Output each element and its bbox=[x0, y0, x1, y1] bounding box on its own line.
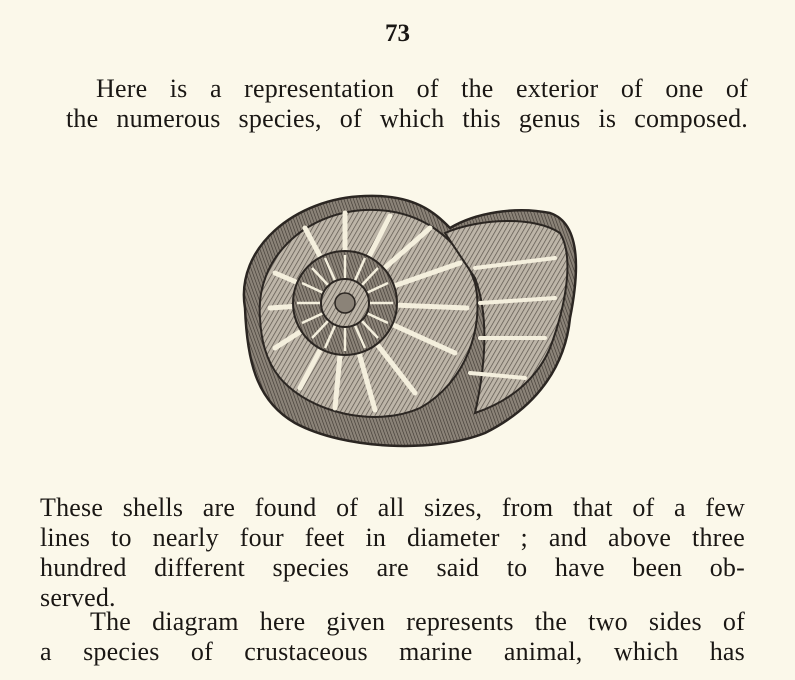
page-number: 73 bbox=[385, 20, 410, 47]
text-line: hundred different species are said to have been ob- bbox=[40, 553, 745, 582]
paragraph-sizes bbox=[40, 493, 745, 613]
ammonite-illustration bbox=[215, 188, 590, 458]
text-line: a species of crustaceous marine animal, which has bbox=[40, 637, 745, 666]
text-line: The diagram here given represents the two sides of bbox=[90, 607, 745, 636]
paragraph-diagram bbox=[40, 607, 745, 667]
text-line: Here is a representation of the exterior of one of bbox=[96, 74, 748, 103]
text-line: served. bbox=[40, 583, 116, 612]
paragraph-intro bbox=[66, 74, 748, 134]
text-line: lines to nearly four feet in diameter ; and above three bbox=[40, 523, 745, 552]
text-line: the numerous species, of which this genus is composed. bbox=[66, 104, 748, 133]
text-line: These shells are found of all sizes, from that of a few bbox=[40, 493, 745, 522]
